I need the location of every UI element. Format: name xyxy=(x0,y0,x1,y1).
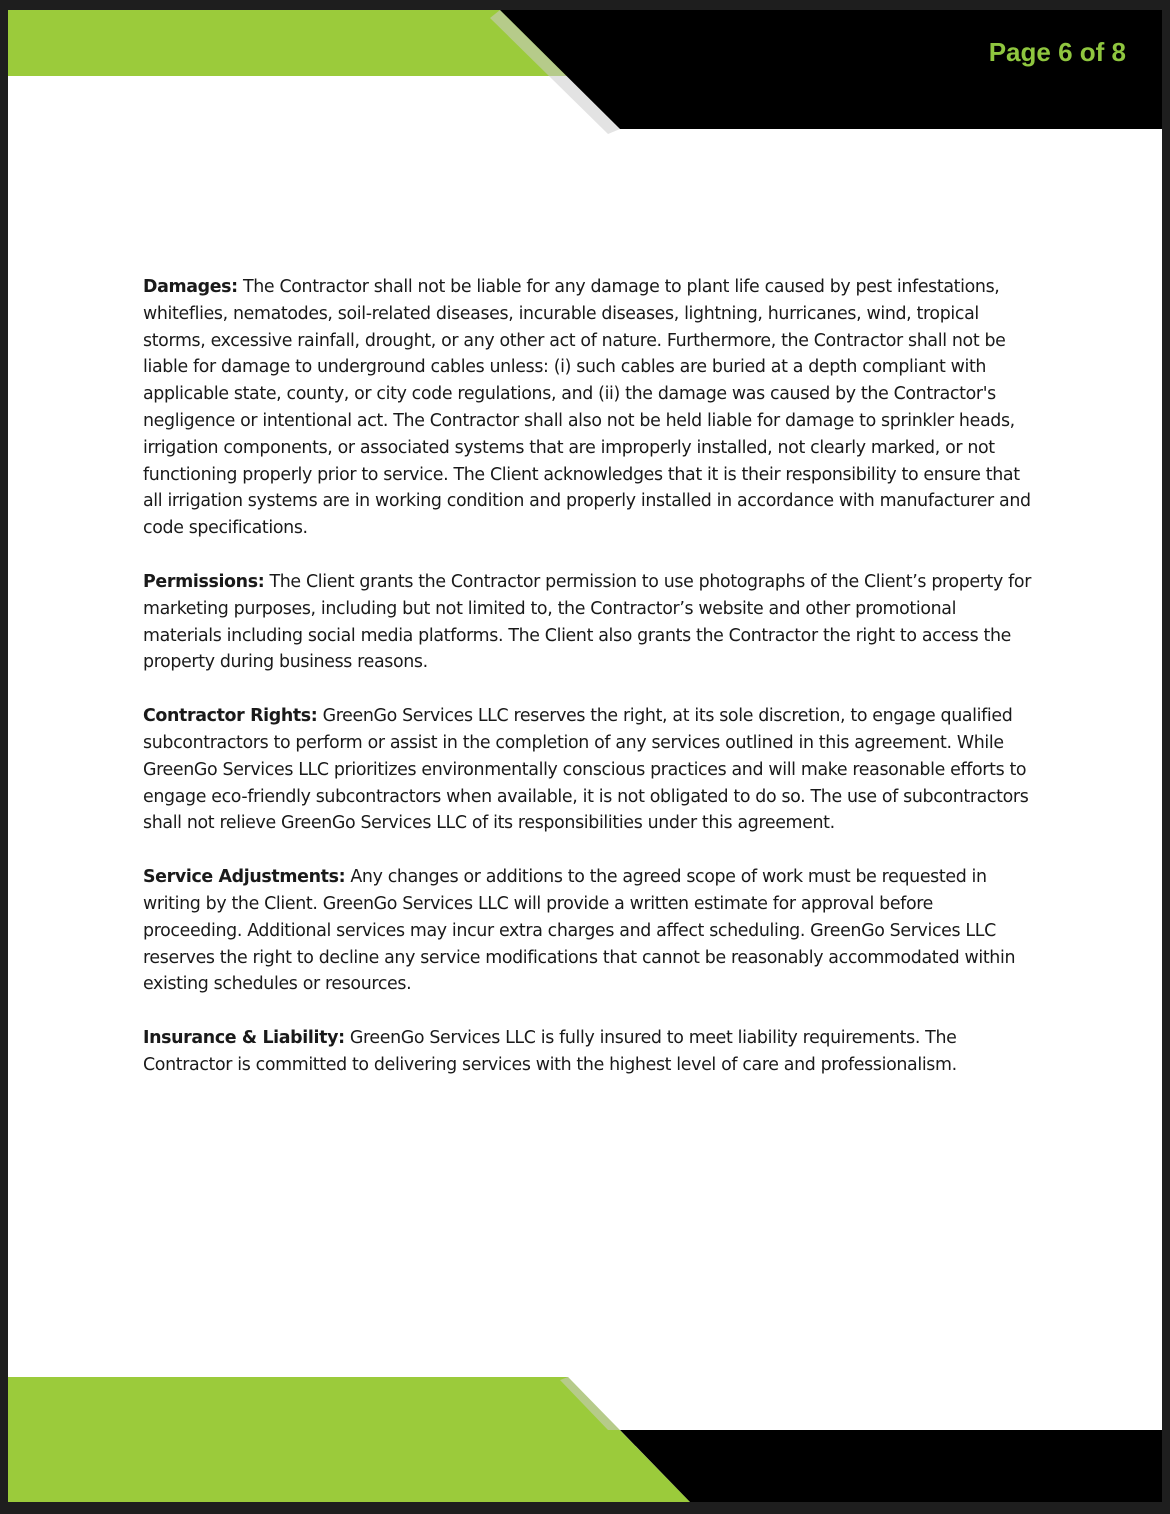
section-title: Service Adjustments: xyxy=(143,867,346,888)
document-page xyxy=(8,10,1162,1502)
section-title: Insurance & Liability: xyxy=(143,1028,345,1049)
section-damages xyxy=(143,274,1035,542)
section-service-adjustments xyxy=(143,864,1035,998)
section-contractor-rights xyxy=(143,703,1035,837)
section-title: Damages: xyxy=(143,277,238,297)
section-insurance-liability xyxy=(143,1025,1035,1079)
section-body: Any changes or additions to the agreed scope of work must be requested in writing by the Client. GreenGo Services LLC will provide a written estimate for approval before proceeding. Additional services may incur extra charges and affect scheduling. GreenGo Services LLC reserves the right to decline any service modifications that cannot be reasonably accommodated within existing schedules or resources. xyxy=(143,867,1016,995)
footer-black-band xyxy=(620,1430,1162,1502)
section-body: The Contractor shall not be liable for any damage to plant life caused by pest infestations, whiteflies, nematodes, soil-related diseases, incurable diseases, lightning, hurricanes, wind, tropical storms, excessive rainfall, drought, or any other act of nature. Furthermore, the Contractor shall not be liable for damage to underground cables unless: (i) such cables are buried at a depth compliant with applicable state, county, or city code regulations, and (ii) the damage was caused by the Contractor's negligence or intentional act. The Contractor shall also not be held liable for damage to sprinkler heads, irrigation components, or associated systems that are improperly installed, not clearly marked, or not functioning properly prior to service. The Client acknowledges that it is their responsibility to ensure that all irrigation systems are in working condition and properly installed in accordance with manufacturer and code specifications. xyxy=(143,277,1031,539)
footer-green-band xyxy=(8,1377,690,1502)
section-permissions xyxy=(143,569,1035,676)
section-body: The Client grants the Contractor permission to use photographs of the Client’s property for marketing purposes, including but not limited to, the Contractor’s website and other promotional materials including social media platforms. The Client also grants the Contractor the right to access the property during business reasons. xyxy=(143,571,1032,673)
section-title: Contractor Rights: xyxy=(143,706,318,727)
section-title: Permissions: xyxy=(143,571,265,592)
page-number: Page 6 of 8 xyxy=(988,37,1126,67)
section-body: GreenGo Services LLC reserves the right, at its sole discretion, to engage qualified subcontractors to perform or assist in the completion of any services outlined in this agreement. While GreenGo Services LLC prioritizes environmentally conscious practices and will make reasonable efforts to engage eco-friendly subcontractors when available, it is not obligated to do so. The use of subcontractors shall not relieve GreenGo Services LLC of its responsibilities under this agreement. xyxy=(143,706,1029,834)
section-body: GreenGo Services LLC is fully insured to meet liability requirements. The Contractor is committed to delivering services with the highest level of care and professionalism. xyxy=(143,1028,957,1075)
document-body xyxy=(143,274,1035,1106)
header-green-band xyxy=(8,10,571,76)
